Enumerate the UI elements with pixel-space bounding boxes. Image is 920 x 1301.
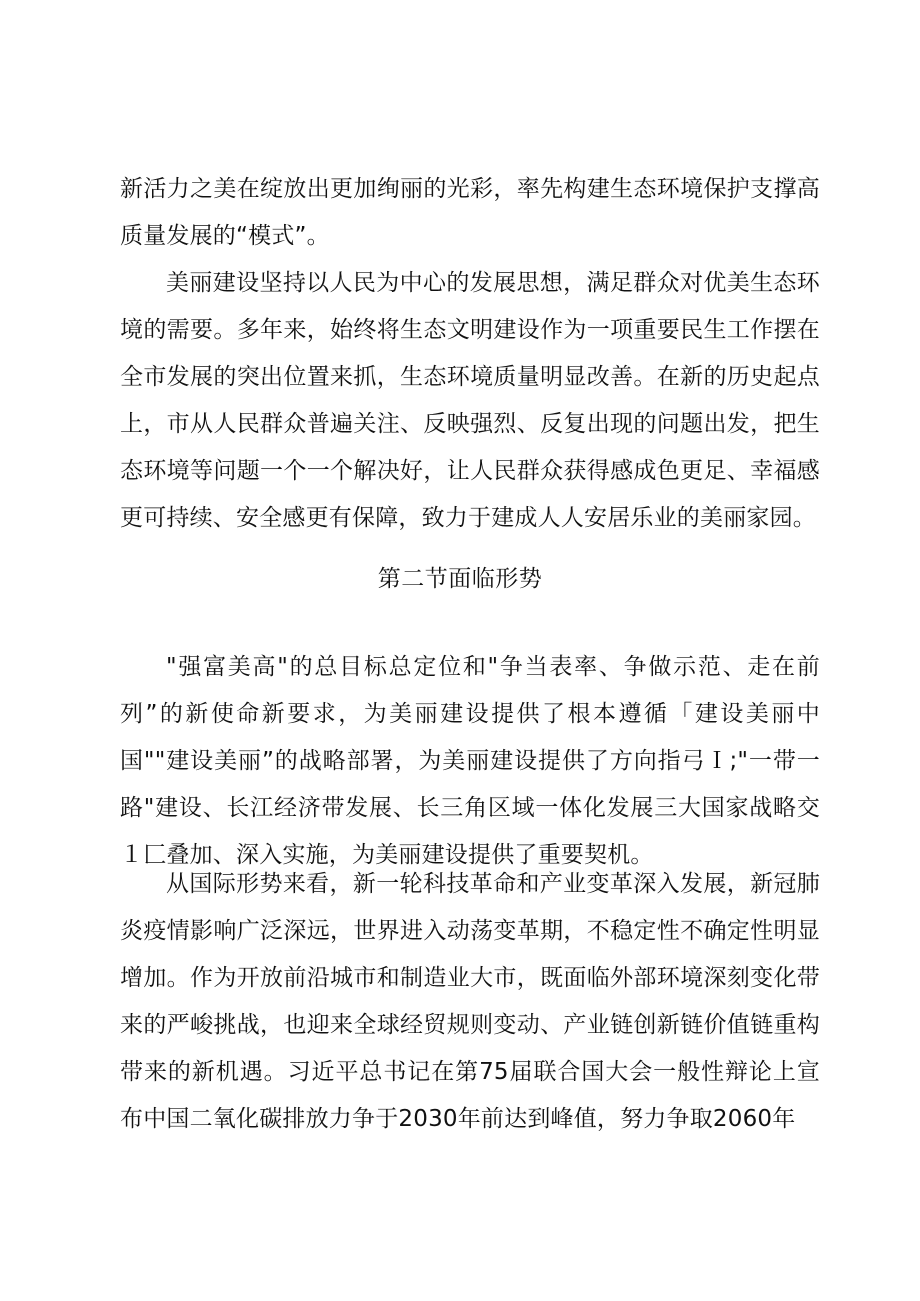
paragraph-people-centered: 美丽建设坚持以人民为中心的发展思想，满足群众对优美生态环境的需要。多年来，始终将生态文明建设作为一项重要民生工作摆在全市发展的突出位置来抓，生态环境质量明显改善。在新的历史起点上，市从人民群众普遍关注、反映强烈、反复出现的问题出发，把生态环境等问题一个一个解决好，让人民群众获得感成色更足、幸福感更可持续、安全感更有保障，致力于建成人人安居乐业的美丽家园。 (120, 270, 820, 531)
paragraph-continuation: 新活力之美在绽放出更加绚丽的光彩，率先构建生态环境保护支撑高质量发展的“模式”。 (120, 176, 820, 249)
paragraph-international-situation: 从国际形势来看，新一轮科技革命和产业变革深入发展，新冠肺炎疫情影响广泛深远，世界进入动荡变革期，不稳定性不确定性明显增加。作为开放前沿城市和制造业大市，既面临外部环境深刻变化带来的严峻挑战，也迎来全球经贸规则变动、产业链创新链价值链重构带来的新机遇。习近平总书记在第75届联合国大会一般性辩论上宣布中国二氧化碳排放力争于2030年前达到峰值，努力争取2060年 (120, 871, 820, 1132)
section-heading: 第二节面临形势 (377, 566, 543, 592)
paragraph-strategic-opportunities: "强富美高"的总目标总定位和"争当表率、争做示范、走在前列”的新使命新要求，为美丽建设提供了根本遵循「建设美丽中国""建设美丽”的战略部署，为美丽建设提供了方向指弓Ｉ;"一带一路"建设、长江经济带发展、长三角区域一体化发展三大国家战略交１匚叠加、深入实施，为美丽建设提供了重要契机。 (120, 654, 820, 868)
